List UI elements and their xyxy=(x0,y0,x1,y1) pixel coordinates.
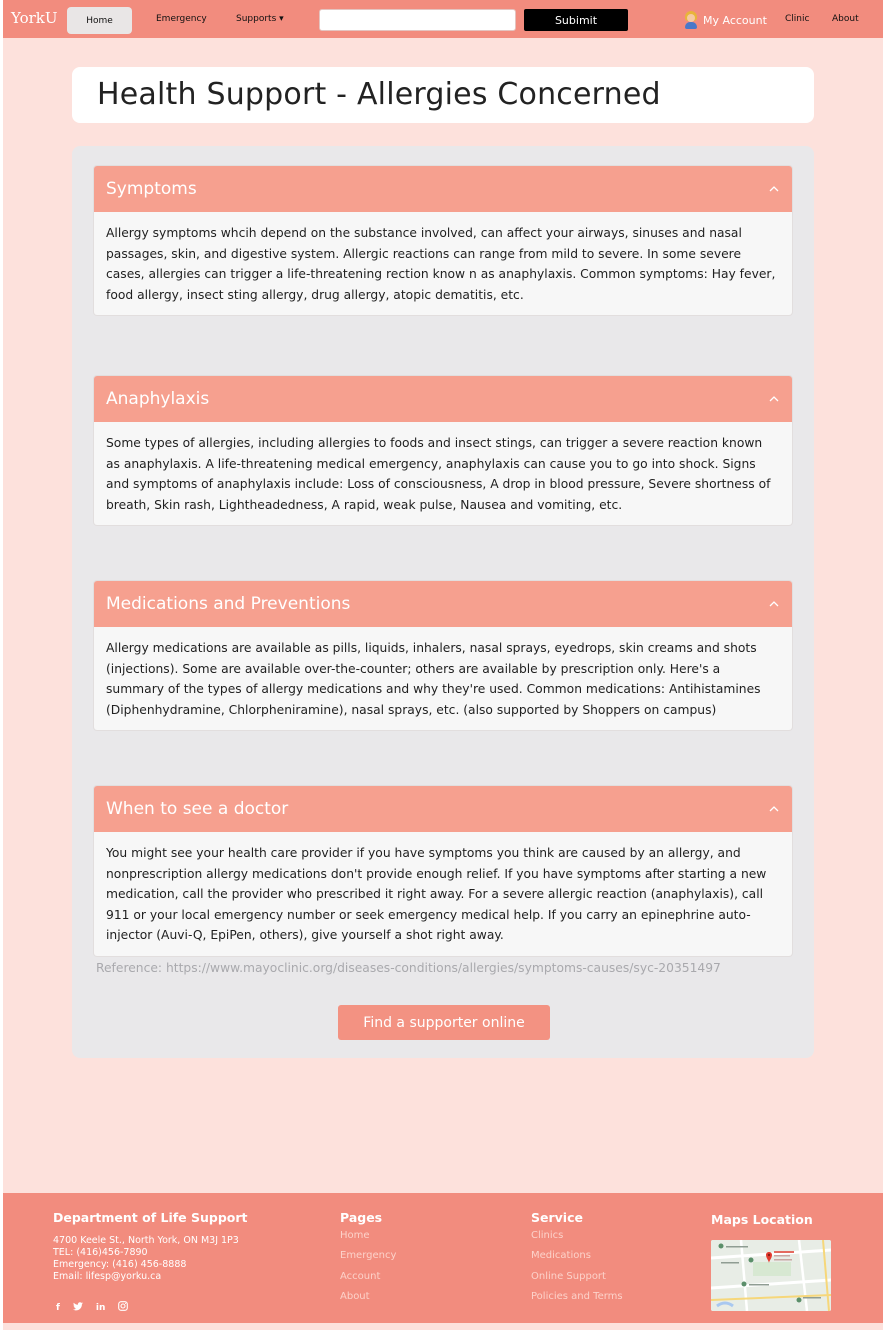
submit-button[interactable]: Subimit xyxy=(524,9,628,31)
section-body: You might see your health care provider if you have symptoms you think are caused by an allergy, and nonprescription allergy medications don't provide enough relief. If you have symptoms after starting a new medication, call the provider who prescribed it right away. For a severe allergic reaction (anaphylaxis), call 911 or your local emergency number or seek emergency medical help. If you carry an epinephrine auto-injector (Auvi-Q, EpiPen, others), give yourself a shot right away. xyxy=(106,846,767,942)
section-title: When to see a doctor xyxy=(106,799,289,819)
reference-link[interactable]: Reference: https://www.mayoclinic.org/diseases-conditions/allergies/symptoms-causes/syc-20351497 xyxy=(96,961,721,975)
content-panel xyxy=(72,146,814,1058)
footer-tel: TEL: (416)456-7890 xyxy=(53,1247,148,1258)
search-input[interactable] xyxy=(319,9,516,31)
footer-link-home[interactable]: Home xyxy=(340,1230,370,1241)
footer xyxy=(3,1193,883,1323)
footer-emergency: Emergency: (416) 456-8888 xyxy=(53,1259,187,1270)
chevron-up-icon[interactable] xyxy=(768,803,780,815)
section-symptoms xyxy=(94,166,792,315)
footer-link-clinics[interactable]: Clinics xyxy=(531,1230,564,1241)
section-title: Symptoms xyxy=(106,179,197,199)
footer-link-emergency[interactable]: Emergency xyxy=(340,1250,397,1261)
nav-supports-dropdown[interactable]: Supports ▾ xyxy=(236,14,284,24)
chevron-up-icon[interactable] xyxy=(768,598,780,610)
section-title: Medications and Preventions xyxy=(106,594,351,614)
footer-link-account[interactable]: Account xyxy=(340,1271,381,1282)
footer-address: 4700 Keele St., North York, ON M3J 1P3 xyxy=(53,1235,239,1246)
footer-link-medications[interactable]: Medications xyxy=(531,1250,591,1261)
instagram-icon[interactable] xyxy=(118,1301,128,1314)
section-header-see-doctor[interactable] xyxy=(94,786,792,832)
brand-logo[interactable]: YorkU xyxy=(11,9,58,27)
section-header-anaphylaxis[interactable] xyxy=(94,376,792,422)
section-medications xyxy=(94,581,792,730)
section-body: Some types of allergies, including allergies to foods and insect stings, can trigger a severe reaction known as anaphylaxis. A life-threatening medical emergency, anaphylaxis can cause you to go into shock. Signs and symptoms of anaphylaxis include: Loss of consciousness, A drop in blood pressure, Severe shortness of breath, Skin rash, Lightheadedness, A rapid, weak pulse, Nausea and vomiting, etc. xyxy=(106,436,771,512)
title-card xyxy=(72,67,814,123)
section-body: Allergy medications are available as pills, liquids, inhalers, nasal sprays, eyedrops, skin creams and shots (injections). Some are available over-the-counter; others are available by prescription only. Here's a summary of the types of allergy medications and why they're used. Common medications: Antihistamines (Diphenhydramine, Chlorpheniramine), nasal sprays, etc. (also supported by Shoppers on campus) xyxy=(106,641,761,717)
my-account-label: My Account xyxy=(703,13,767,27)
linkedin-icon[interactable]: in xyxy=(95,1302,106,1313)
top-navbar xyxy=(3,0,883,38)
map-thumbnail[interactable] xyxy=(711,1240,831,1311)
social-links xyxy=(56,1301,128,1314)
footer-link-policies[interactable]: Policies and Terms xyxy=(531,1291,623,1302)
footer-link-online-support[interactable]: Online Support xyxy=(531,1271,606,1282)
section-body: Allergy symptoms whcih depend on the substance involved, can affect your airways, sinuses and nasal passages, skin, and digestive system. Allergic reactions can range from mild to severe. In some severe cases, allergies can trigger a life-threatening rection know n as anaphylaxis. Common symptoms: Hay fever, food allergy, insect sting allergy, drug allergy, atopic dematitis, etc. xyxy=(106,226,776,302)
nav-emergency-link[interactable]: Emergency xyxy=(156,14,207,24)
avatar-icon xyxy=(683,11,699,29)
section-anaphylaxis xyxy=(94,376,792,525)
section-title: Anaphylaxis xyxy=(106,389,210,409)
twitter-icon[interactable] xyxy=(73,1302,83,1314)
facebook-icon[interactable]: f xyxy=(56,1302,60,1313)
footer-dept-title: Department of Life Support xyxy=(53,1210,248,1225)
my-account-link[interactable] xyxy=(683,10,767,30)
footer-service-title: Service xyxy=(531,1210,583,1225)
page-title: Health Support - Allergies Concerned xyxy=(97,77,661,112)
footer-pages-title: Pages xyxy=(340,1210,383,1225)
chevron-up-icon[interactable] xyxy=(768,183,780,195)
find-supporter-button[interactable]: Find a supporter online xyxy=(338,1005,550,1040)
nav-clinic-link[interactable]: Clinic xyxy=(785,14,810,24)
section-header-medications[interactable] xyxy=(94,581,792,627)
footer-link-about[interactable]: About xyxy=(340,1291,370,1302)
nav-home-button[interactable]: Home xyxy=(67,7,132,34)
footer-email: Email: lifesp@yorku.ca xyxy=(53,1271,162,1282)
nav-about-link[interactable]: About xyxy=(832,14,859,24)
footer-maps-title: Maps Location xyxy=(711,1212,813,1227)
section-see-doctor xyxy=(94,786,792,956)
section-header-symptoms[interactable] xyxy=(94,166,792,212)
page xyxy=(3,0,883,1330)
chevron-up-icon[interactable] xyxy=(768,393,780,405)
